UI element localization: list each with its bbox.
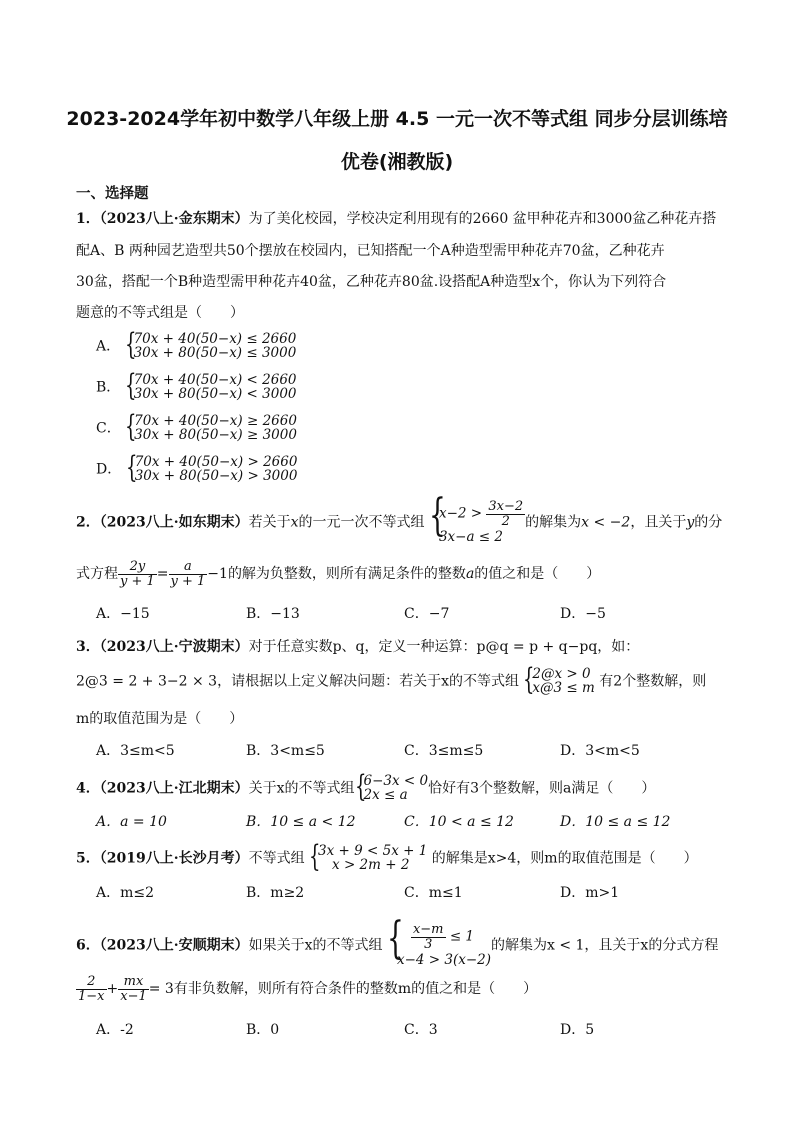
inequality-system [428, 490, 525, 546]
question-number: 6． [76, 937, 100, 954]
option-label: A． [96, 338, 121, 355]
question-text: 如果关于x的不等式组 [248, 937, 383, 954]
system-row-2: 3x−a ≤ 2 [438, 529, 503, 546]
question-source: （2023八上·安顺期末） [99, 937, 249, 954]
option-a[interactable]: A．-2 [96, 1022, 134, 1038]
system-row-1 [439, 500, 525, 528]
question-text: 有2个整数解，则 [599, 673, 707, 690]
option-d[interactable]: D．10 ≤ a ≤ 12 [560, 814, 671, 830]
question-6-options [96, 1019, 736, 1039]
inequality-system [124, 327, 297, 362]
question-text: 对于任意实数p、q，定义一种运算：p@q = p + q−pq，如： [248, 639, 640, 655]
question-1-option-a[interactable] [96, 327, 297, 362]
question-1-option-b[interactable] [96, 368, 297, 403]
fraction-numerator: a [169, 560, 208, 575]
question-source: （2023八上·江北期末） [99, 780, 249, 797]
system-row-2: 30x + 80(50−x) ≤ 3000 [133, 344, 297, 361]
brace-icon: { [125, 450, 138, 485]
option-d[interactable]: D．−5 [560, 606, 606, 622]
question-4-options [96, 811, 736, 831]
equals-sign: = [156, 566, 169, 583]
system-row-2: 30x + 80(50−x) < 3000 [133, 385, 297, 402]
brace-icon: { [523, 662, 535, 697]
page-title-line-2: 优卷(湘教版) [340, 151, 454, 173]
option-c[interactable]: C．3≤m≤5 [404, 743, 484, 759]
question-3-line-2 [76, 662, 707, 697]
math-variable: a [465, 566, 475, 583]
system-row-1: 2@x > 0 [532, 666, 591, 682]
option-b[interactable]: B．10 ≤ a < 12 [246, 814, 356, 830]
section-heading: 一、选择题 [76, 186, 149, 202]
question-2-line-1 [76, 490, 723, 546]
brace-icon: { [309, 839, 321, 874]
option-d[interactable]: D．m>1 [560, 885, 620, 901]
system-row-1: 3x + 9 < 5x + 1 [318, 843, 428, 859]
question-source: （2023八上·如东期末） [99, 514, 249, 531]
question-2-options [96, 603, 736, 623]
option-b[interactable]: B．m≥2 [246, 885, 305, 901]
question-text: 关于x的不等式组 [248, 780, 355, 797]
option-c[interactable]: C．m≤1 [404, 885, 463, 901]
fraction-numerator: 3x−2 [488, 499, 524, 514]
system-row-1: 70x + 40(50−x) ≥ 2660 [134, 413, 297, 429]
fraction-numerator: 2 [76, 975, 107, 990]
option-a[interactable]: A．−15 [96, 606, 150, 622]
question-text: 的值之和是（ ） [474, 566, 601, 583]
fraction-denominator: y + 1 [120, 573, 155, 589]
fraction-numerator: mx [118, 975, 149, 990]
question-number: 2． [76, 514, 100, 531]
system-row-1: 70x + 40(50−x) < 2660 [133, 372, 297, 388]
question-text: 2@3 = 2 + 3−2 × 3，请根据以上定义解决问题：若关于x的不等式组 [76, 673, 519, 690]
fraction [486, 500, 525, 528]
fraction [169, 560, 208, 588]
fraction-denominator: 2 [501, 513, 510, 529]
system-row-2: x > 2m + 2 [332, 856, 410, 873]
fraction-denominator: y + 1 [170, 573, 206, 589]
question-number: 4． [76, 780, 100, 797]
system-row-2: 30x + 80(50−x) > 3000 [134, 467, 298, 484]
question-source: （2019八上·长沙月考） [99, 850, 249, 867]
question-3-line-1 [76, 636, 639, 656]
question-2-line-2 [76, 560, 600, 588]
option-c[interactable]: C．3 [404, 1022, 438, 1038]
question-6-line-2 [76, 975, 537, 1003]
question-5-options [96, 882, 736, 902]
question-text: 的解集是x>4，则m的取值范围是（ ） [431, 850, 698, 867]
inequality-system [386, 913, 491, 969]
system-row-1: 70x + 40(50−x) ≤ 2660 [133, 331, 297, 347]
brace-icon: { [124, 368, 137, 403]
system-row-2: x@3 ≤ m [532, 679, 595, 696]
fraction [411, 923, 446, 951]
fraction-denominator: 3 [424, 936, 433, 952]
question-1-option-d[interactable] [96, 450, 298, 485]
system-expression: x−2 > [438, 505, 483, 522]
math-expression: x < −2 [581, 514, 631, 531]
question-number: 1． [76, 211, 100, 227]
question-1-option-c[interactable] [96, 409, 297, 444]
option-d[interactable]: D．5 [560, 1022, 595, 1038]
question-text: 式方程 [76, 566, 118, 583]
page-title-line-1: 2023-2024学年初中数学八年级上册 4.5 一元一次不等式组 同步分层训练培 [66, 108, 728, 130]
option-label: B． [96, 379, 121, 396]
option-label: C． [96, 420, 121, 437]
option-b[interactable]: B．3<m≤5 [246, 743, 325, 759]
brace-icon: { [354, 769, 366, 804]
question-text: ，且关于 [630, 514, 687, 531]
option-b[interactable]: B．−13 [246, 606, 300, 622]
fraction-denominator: 1−x [78, 988, 105, 1004]
math-expression: −1 [207, 566, 228, 583]
fraction-denominator: x−1 [120, 988, 147, 1004]
question-text: 的解为负整数，则所有满足条件的整数 [227, 566, 466, 583]
question-3-line-3: m的取值范围为是（ ） [76, 711, 244, 727]
question-text: 的一元一次不等式组 [298, 514, 425, 531]
math-variable: x [290, 514, 299, 531]
brace-icon: { [386, 913, 404, 964]
inequality-system [124, 368, 297, 403]
question-1-line-3: 30盆，搭配一个B种造型需甲种花卉40盆，乙种花卉80盆.设搭配A种造型x个，你认为下列符合 [76, 274, 667, 290]
question-3-options [96, 740, 736, 760]
question-5-line-1 [76, 839, 698, 874]
option-label: D． [96, 461, 122, 478]
inequality-system [523, 662, 595, 697]
question-text: 恰好有3个整数解，则a满足（ ） [428, 780, 656, 797]
fraction-numerator: 2y [118, 560, 157, 575]
question-text: 为了美化校园，学校决定利用现有的2660 盆甲种花卉和3000盆乙种花卉搭 [248, 211, 717, 227]
question-source: （2023八上·宁波期末） [99, 639, 249, 655]
question-4-line-1 [76, 769, 656, 804]
option-d[interactable]: D．3<m<5 [560, 743, 640, 759]
question-1-line-4: 题意的不等式组是（ ） [76, 305, 244, 321]
option-a[interactable]: A．m≤2 [96, 885, 155, 901]
option-b[interactable]: B．0 [246, 1022, 280, 1038]
option-c[interactable]: C．−7 [404, 606, 450, 622]
question-source: （2023八上·金东期末） [99, 211, 249, 227]
inequality-system [309, 839, 428, 874]
inequality-system [125, 409, 297, 444]
option-a[interactable]: A．a = 10 [96, 814, 167, 830]
system-expression: ≤ 1 [449, 928, 475, 945]
system-row-2: 30x + 80(50−x) ≥ 3000 [134, 426, 297, 443]
brace-icon: { [124, 327, 137, 362]
fraction-numerator: x−m [412, 922, 444, 937]
option-a[interactable]: A．3≤m<5 [96, 743, 175, 759]
question-text: 的解集为x < 1，且关于x的分式方程 [491, 937, 719, 954]
question-text: 的解集为 [525, 514, 582, 531]
question-number: 3． [76, 639, 100, 655]
fraction [76, 975, 107, 1003]
system-row-2: 2x ≤ a [363, 786, 408, 803]
math-variable: y [686, 514, 695, 531]
inequality-system [354, 769, 429, 804]
question-1-line-2: 配A、B 两种园艺造型共50个摆放在校园内，已知搭配一个A种造型需甲种花卉70盆，乙种花卉 [76, 243, 665, 259]
question-text: 不等式组 [248, 850, 305, 867]
inequality-system [125, 450, 298, 485]
question-number: 5． [76, 850, 100, 867]
option-c[interactable]: C．10 < a ≤ 12 [404, 814, 514, 830]
question-text: = 3有非负数解，则所有符合条件的整数m的值之和是（ ） [148, 981, 538, 998]
system-row-1: 70x + 40(50−x) > 2660 [134, 454, 298, 470]
fraction [118, 975, 149, 1003]
system-row-1: 6−3x < 0 [363, 773, 429, 789]
question-text: 若关于 [248, 514, 291, 531]
plus-sign: + [106, 981, 119, 998]
question-6-line-1 [76, 913, 719, 969]
fraction [118, 560, 157, 588]
system-row-1 [397, 923, 491, 951]
brace-icon: { [428, 490, 446, 541]
brace-icon: { [125, 409, 137, 444]
question-1-line-1 [76, 208, 716, 228]
question-text: 的分 [694, 514, 723, 531]
system-row-2: x−4 > 3(x−2) [396, 952, 491, 969]
